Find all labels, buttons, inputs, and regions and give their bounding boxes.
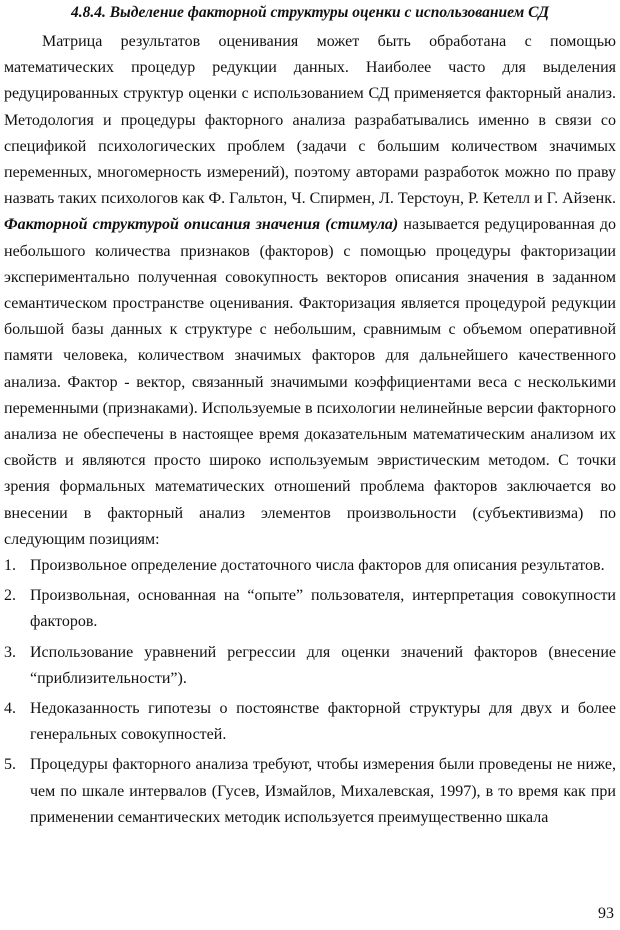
list-item-number: 3. bbox=[4, 643, 16, 661]
list-item-number: 5. bbox=[4, 756, 16, 774]
paragraph-text-after: называется редуцированная до небольшого количества признаков (факторов) с помощью процедуры факторизации экспериментально полученная совокупность векторов описания значения в заданном семантическом пространстве оценивания. Факторизация является процедурой редукции большой базы данных к структуре с небольшим, сравнимым с объемом оперативной памяти человека, количеством значимых факторов для дальнейшего качественного анализа. Фактор - вектор, связанный значимыми коэффициентами веса с несколькими переменными (признаками). Используемые в психологии нелинейные версии факторного анализа не обеспечены в настоящее время доказательным математическим анализом их свойств и являются просто широко используемым эвристическим методом. С точки зрения формальных математических отношений проблема факторов заключается во внесении в факторный анализ элементов произвольности (субъективизма) по следующим позициям: bbox=[4, 216, 617, 548]
list-item-text: Произвольная, основанная на “опыте” пользователя, интерпретация совокупности факторов. bbox=[30, 587, 616, 631]
list-item-text: Недоказанность гипотезы о постоянстве факторной структуры для двух и более генеральных совокупностей. bbox=[30, 700, 616, 744]
list-item-number: 2. bbox=[4, 587, 16, 605]
list-item-number: 4. bbox=[4, 700, 16, 718]
body-text bbox=[4, 29, 616, 835]
list-item-text: Процедуры факторного анализа требуют, чтобы измерения были проведены не ниже, чем по шкале интервалов (Гусев, Измайлов, Михалевская, 1997), в то время как при применении семантических методик используется преимущественно шкала bbox=[30, 756, 616, 826]
list-item bbox=[4, 640, 616, 692]
section-heading: 4.8.4. Выделение факторной структуры оценки с использованием СД bbox=[70, 4, 550, 21]
list-item-text: Произвольное определение достаточного числа факторов для описания результатов. bbox=[30, 557, 605, 575]
list-item bbox=[4, 583, 616, 635]
main-paragraph bbox=[4, 29, 616, 553]
page-number: 93 bbox=[598, 905, 614, 922]
list-item-number: 1. bbox=[4, 557, 16, 575]
list-item-text: Использование уравнений регрессии для оценки значений факторов (внесение “приблизительности”). bbox=[30, 643, 616, 687]
list-item bbox=[4, 696, 616, 748]
paragraph-text-before: Матрица результатов оценивания может быть обработана с помощью математических процедур редукции данных. Наиболее часто для выделения редуцированных структур оценки с использованием СД применяется факторный анализ. Методология и процедуры факторного анализа разрабатывались именно в связи со спецификой психологических проблем (задачи с большим количеством значимых переменных, многомерность измерений), поэтому авторами разработок можно по праву назвать таких психологов как Ф. Гальтон, Ч. Спирмен, Л. Терстоун, Р. Кетелл и Г. Айзенк. bbox=[4, 33, 616, 208]
list-item bbox=[4, 752, 616, 831]
list-item bbox=[4, 553, 616, 579]
positions-list bbox=[4, 553, 616, 831]
defined-term: Факторной структурой описания значения (стимула) bbox=[4, 216, 399, 234]
